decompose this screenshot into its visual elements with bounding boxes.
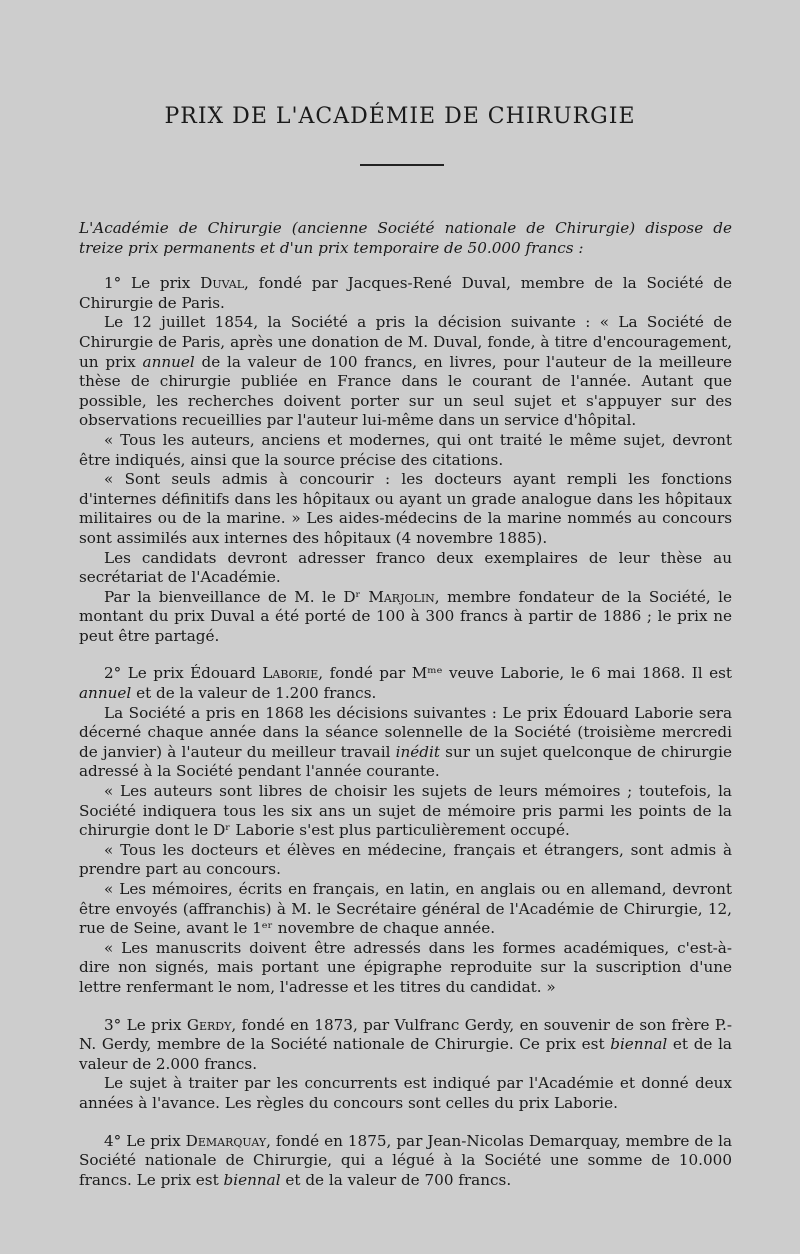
prize-2-paragraph-2: La Société a pris en 1868 les décisions suivantes : Le prix Édouard Laborie sera décerné chaque année dans la séance solennelle de la Société (troisième mercredi de janvier) à l'auteur du meilleur travail inédit sur un sujet quelconque de chirurgie adressé à la Société pendant l'année courante. xyxy=(79,703,732,781)
prize-1-paragraph-1: 1° Le prix Duval, fondé par Jacques-René Duval, membre de la Société de Chirurgie de Paris. xyxy=(79,274,732,312)
prize-1-paragraph-5: Les candidats devront adresser franco deux exemplaires de leur thèse au secrétariat de l'Académie. xyxy=(79,548,732,587)
emphasis: inédit xyxy=(395,742,440,761)
prize-name: Demarquay xyxy=(185,1131,267,1150)
body-text xyxy=(79,219,732,1190)
page-title: PRIX DE L'ACADÉMIE DE CHIRURGIE xyxy=(164,104,636,129)
emphasis: biennal xyxy=(223,1170,281,1189)
prize-2-paragraph-6: « Les manuscrits doivent être adressés dans les formes académiques, c'est-à-dire non signés, mais portant une épigraphe reproduite sur la suscription d'une lettre renfermant le nom, l'adresse et les titres du candidat. » xyxy=(79,938,732,996)
prize-name: Laborie xyxy=(262,664,319,683)
prize-2-paragraph-4: « Tous les docteurs et élèves en médecine, français et étrangers, sont admis à prendre part au concours. xyxy=(79,840,732,879)
prize-4-paragraph-1: 4° Le prix Demarquay, fondé en 1875, par Jean-Nicolas Demarquay, membre de la Société nationale de Chirurgie, qui a légué à la Société une somme de 10.000 francs. Le prix est biennal et de la valeur de 700 francs. xyxy=(79,1131,732,1189)
prize-1-paragraph-3: « Tous les auteurs, anciens et modernes, qui ont traité le même sujet, devront être indiqués, ainsi que la source précise des citations. xyxy=(79,430,732,469)
prize-name: Duval xyxy=(200,274,245,293)
prize-3-paragraph-1: 3° Le prix Gerdy, fondé en 1873, par Vulfranc Gerdy, en souvenir de son frère P.-N. Gerdy, membre de la Société nationale de Chirurgie. Ce prix est biennal et de la valeur de 2.000 francs. xyxy=(79,1015,733,1073)
prize-2-paragraph-1: 2° Le prix Édouard Laborie, fondé par Mᵐᵉ veuve Laborie, le 6 mai 1868. Il est annuel et de la valeur de 1.200 francs. xyxy=(79,664,732,703)
prize-2-paragraph-5: « Les mémoires, écrits en français, en latin, en anglais ou en allemand, devront être envoyés (affranchis) à M. le Secrétaire général de l'Académie de Chirurgie, 12, rue de Seine, avant le 1ᵉʳ novembre de chaque année. xyxy=(79,880,732,938)
prize-1-paragraph-6: Par la bienveillance de M. le Dʳ Marjolin, membre fondateur de la Société, le montant du prix Duval a été porté de 100 à 300 francs à partir de 1886 ; le prix ne peut être partagé. xyxy=(79,587,732,645)
emphasis: annuel xyxy=(79,684,132,703)
emphasis: annuel xyxy=(142,352,195,371)
prize-2-paragraph-3: « Les auteurs sont libres de choisir les sujets de leurs mémoires ; toutefois, la Société indiquera tous les six ans un sujet de mémoire pris parmi les points de la chirurgie dont le Dʳ Laborie s'est plus particulièrement occupé. xyxy=(79,782,732,840)
title-rule xyxy=(360,164,444,166)
prize-name: Gerdy xyxy=(186,1015,232,1034)
intro-paragraph: L'Académie de Chirurgie (ancienne Société nationale de Chirurgie) dispose de treize prix permanents et d'un prix temporaire de 50.000 francs : xyxy=(79,219,732,257)
prize-3-paragraph-2: Le sujet à traiter par les concurrents est indiqué par l'Académie et donné deux années à l'avance. Les règles du concours sont celles du prix Laborie. xyxy=(79,1074,732,1112)
prize-sections xyxy=(79,274,732,1190)
prize-1-paragraph-2: Le 12 juillet 1854, la Société a pris la décision suivante : « La Société de Chirurgie de Paris, après une donation de M. Duval, fonde, à titre d'encouragement, un prix annuel de la valeur de 100 francs, en livres, pour l'auteur de la meilleure thèse de chirurgie publiée en France dans le courant de l'année. Autant que possible, les recherches doivent porter sur un seul sujet et s'appuyer sur des observations recueillies par l'auteur lui-même dans un service d'hôpital. xyxy=(79,313,733,430)
prize-name: Marjolin xyxy=(368,587,435,606)
prize-1-paragraph-4: « Sont seuls admis à concourir : les docteurs ayant rempli les fonctions d'internes définitifs dans les hôpitaux ou ayant un grade analogue dans les hôpitaux militaires ou de la marine. » Les aides-médecins de la marine nommés au concours sont assimilés aux internes des hôpitaux (4 novembre 1885). xyxy=(79,470,732,547)
emphasis: biennal xyxy=(610,1035,668,1054)
